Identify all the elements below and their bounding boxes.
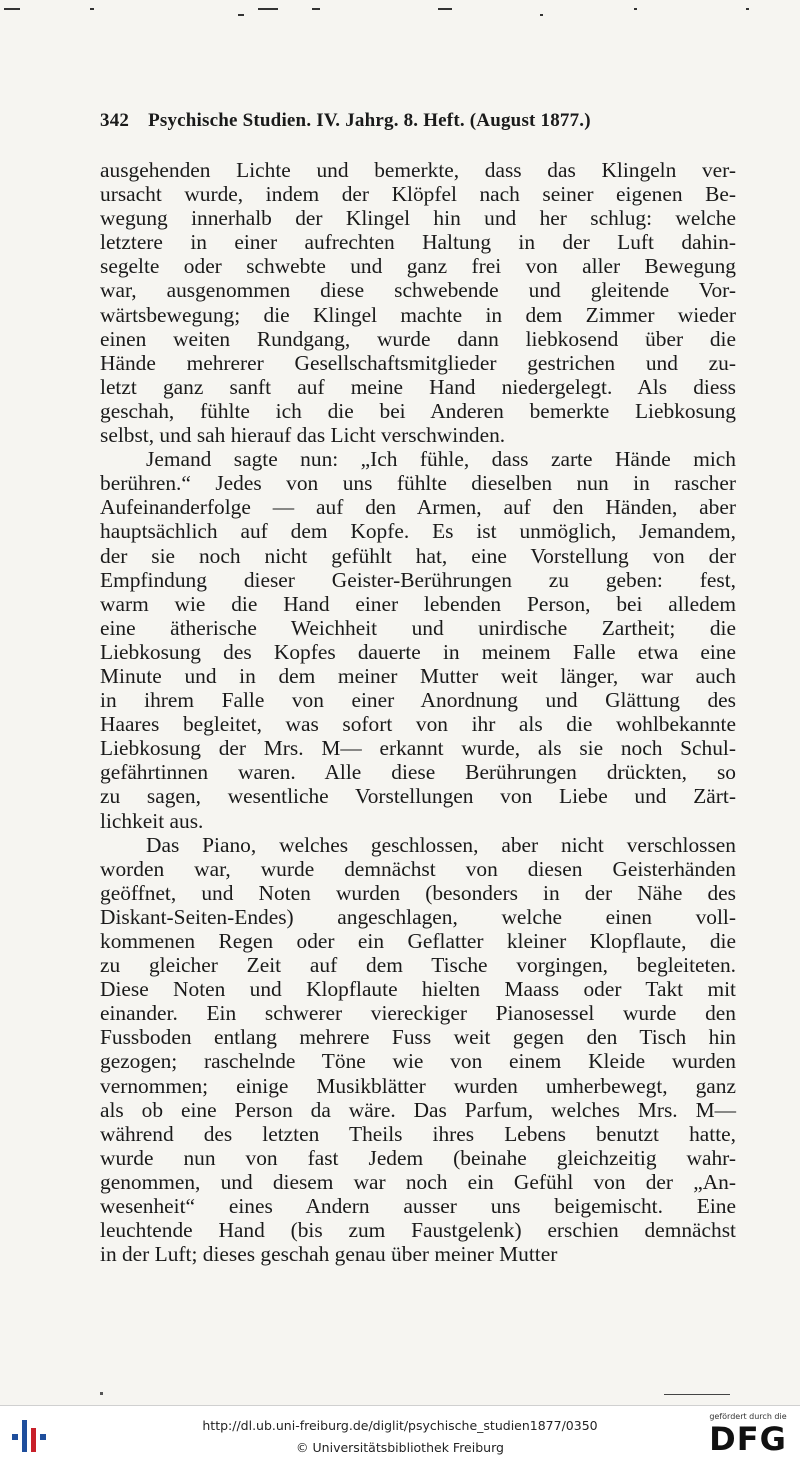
text-line: wesenheit“ eines Andern ausser uns beigemischt. Eine	[100, 1194, 736, 1219]
text-line: Diese Noten und Klopflaute hielten Maass oder Takt mit	[100, 977, 736, 1002]
text-line: Minute und in dem meiner Mutter weit länger, war auch	[100, 663, 736, 688]
text-line: Haares begleitet, was sofort von ihr als die wohlbekannte	[100, 712, 736, 737]
text-line: geöffnet, und Noten wurden (besonders in der Nähe des	[100, 880, 736, 905]
text-line: letztere in einer aufrechten Haltung in der Luft dahin-	[100, 230, 736, 255]
text-line: einander. Ein schwerer viereckiger Pianosessel wurde den	[100, 1001, 736, 1026]
text-line: worden war, wurde demnächst von diesen Geisterhänden	[100, 856, 736, 881]
text-line: warm wie die Hand einer lebenden Person, bei alledem	[100, 591, 736, 616]
text-line: kommenen Regen oder ein Geflatter kleiner Klopflaute, die	[100, 929, 736, 953]
text-line: hauptsächlich auf dem Kopfe. Es ist unmöglich, Jemandem,	[100, 519, 736, 544]
text-line: vernommen; einige Musikblätter wurden umherbewegt, ganz	[100, 1073, 736, 1098]
text-line: war, ausgenommen diese schwebende und gleitende Vor-	[100, 278, 736, 303]
text-line: berühren.“ Jedes von uns fühlte dieselben nun in rascher	[100, 471, 736, 496]
running-header	[100, 110, 740, 132]
paragraph	[100, 833, 736, 1267]
viewer-footer	[0, 1405, 800, 1466]
text-line: eine ätherische Weichheit und unirdische Zartheit; die	[100, 615, 736, 640]
text-line: Liebkosung des Kopfes dauerte in meinem Falle etwa eine	[100, 639, 736, 664]
text-line: wurde nun von fast Jedem (beinahe gleichzeitig wahr-	[100, 1145, 736, 1170]
text-line: wegung innerhalb der Klingel hin und her schlug: welche	[100, 206, 736, 231]
text-line: letzt ganz sanft auf meine Hand niedergelegt. Als diess	[100, 374, 736, 399]
dfg-caption: gefördert durch die	[709, 1412, 787, 1421]
bottom-rule	[664, 1394, 730, 1395]
page-number: 342	[100, 110, 130, 131]
text-line: Fussboden entlang mehrere Fuss weit gegen den Tisch hin	[100, 1025, 736, 1050]
text-line: wärtsbewegung; die Klingel machte in dem Zimmer wieder	[100, 302, 736, 327]
text-line: Liebkosung der Mrs. M— erkannt wurde, als sie noch Schul-	[100, 736, 736, 761]
text-line: ausgehenden Lichte und bemerkte, dass das Klingeln ver-	[100, 158, 736, 182]
text-line: geschah, fühlte ich die bei Anderen bemerkte Liebkosung	[100, 398, 736, 423]
text-line: in der Luft; dieses geschah genau über meiner Mutter	[100, 1242, 558, 1267]
running-title: Psychische Studien. IV. Jahrg. 8. Heft. (August 1877.)	[148, 110, 591, 131]
text-line: zu gleicher Zeit auf dem Tische vorgingen, begleiteten.	[100, 953, 736, 978]
scan-mark	[100, 1392, 103, 1395]
text-line: als ob eine Person da wäre. Das Parfum, welches Mrs. M—	[100, 1097, 736, 1122]
text-line: leuchtende Hand (bis zum Faustgelenk) erschien demnächst	[100, 1218, 736, 1243]
text-line: lichkeit aus.	[100, 808, 204, 833]
text-line: in ihrem Falle von einer Anordnung und Glättung des	[100, 688, 736, 713]
scan-edge-marks	[0, 0, 800, 30]
text-line: Aufeinanderfolge — auf den Armen, auf den Händen, aber	[100, 495, 736, 520]
copyright-credit: © Universitätsbibliothek Freiburg	[296, 1440, 504, 1455]
dfg-logo-text: DFG	[709, 1420, 787, 1458]
text-line: Diskant-Seiten-Endes) angeschlagen, welche einen voll-	[100, 904, 736, 929]
text-line: ursacht wurde, indem der Klöpfel nach seiner eigenen Be-	[100, 182, 736, 207]
source-url-link[interactable]: http://dl.ub.uni-freiburg.de/diglit/psychische_studien1877/0350	[202, 1418, 598, 1433]
text-line: segelte oder schwebte und ganz frei von aller Bewegung	[100, 254, 736, 279]
paragraph	[100, 447, 736, 833]
paragraph	[100, 158, 736, 447]
text-line: Empfindung dieser Geister-Berührungen zu geben: fest,	[100, 567, 736, 592]
text-line: der sie noch nicht gefühlt hat, eine Vorstellung von der	[100, 543, 736, 568]
text-line: gefährtinnen waren. Alle diese Berührungen drückten, so	[100, 760, 736, 785]
text-line: einen weiten Rundgang, wurde dann liebkosend über die	[100, 326, 736, 351]
dfg-funding-logo[interactable]	[700, 1412, 796, 1462]
text-line: zu sagen, wesentliche Vorstellungen von Liebe und Zärt-	[100, 784, 736, 809]
text-line: selbst, und sah hierauf das Licht verschwinden.	[100, 423, 506, 448]
text-line: Hände mehrerer Gesellschaftsmitglieder gestrichen und zu-	[100, 350, 736, 375]
text-line: Jemand sagte nun: „Ich fühle, dass zarte Hände mich	[146, 447, 736, 472]
text-line: genommen, und diesem war noch ein Gefühl von der „An-	[100, 1169, 736, 1194]
text-line: während des letzten Theils ihres Lebens benutzt hatte,	[100, 1121, 736, 1146]
body-text	[100, 158, 736, 1266]
text-line: Das Piano, welches geschlossen, aber nicht verschlossen	[146, 832, 736, 857]
text-line: gezogen; raschelnde Töne wie von einem Kleide wurden	[100, 1049, 736, 1074]
